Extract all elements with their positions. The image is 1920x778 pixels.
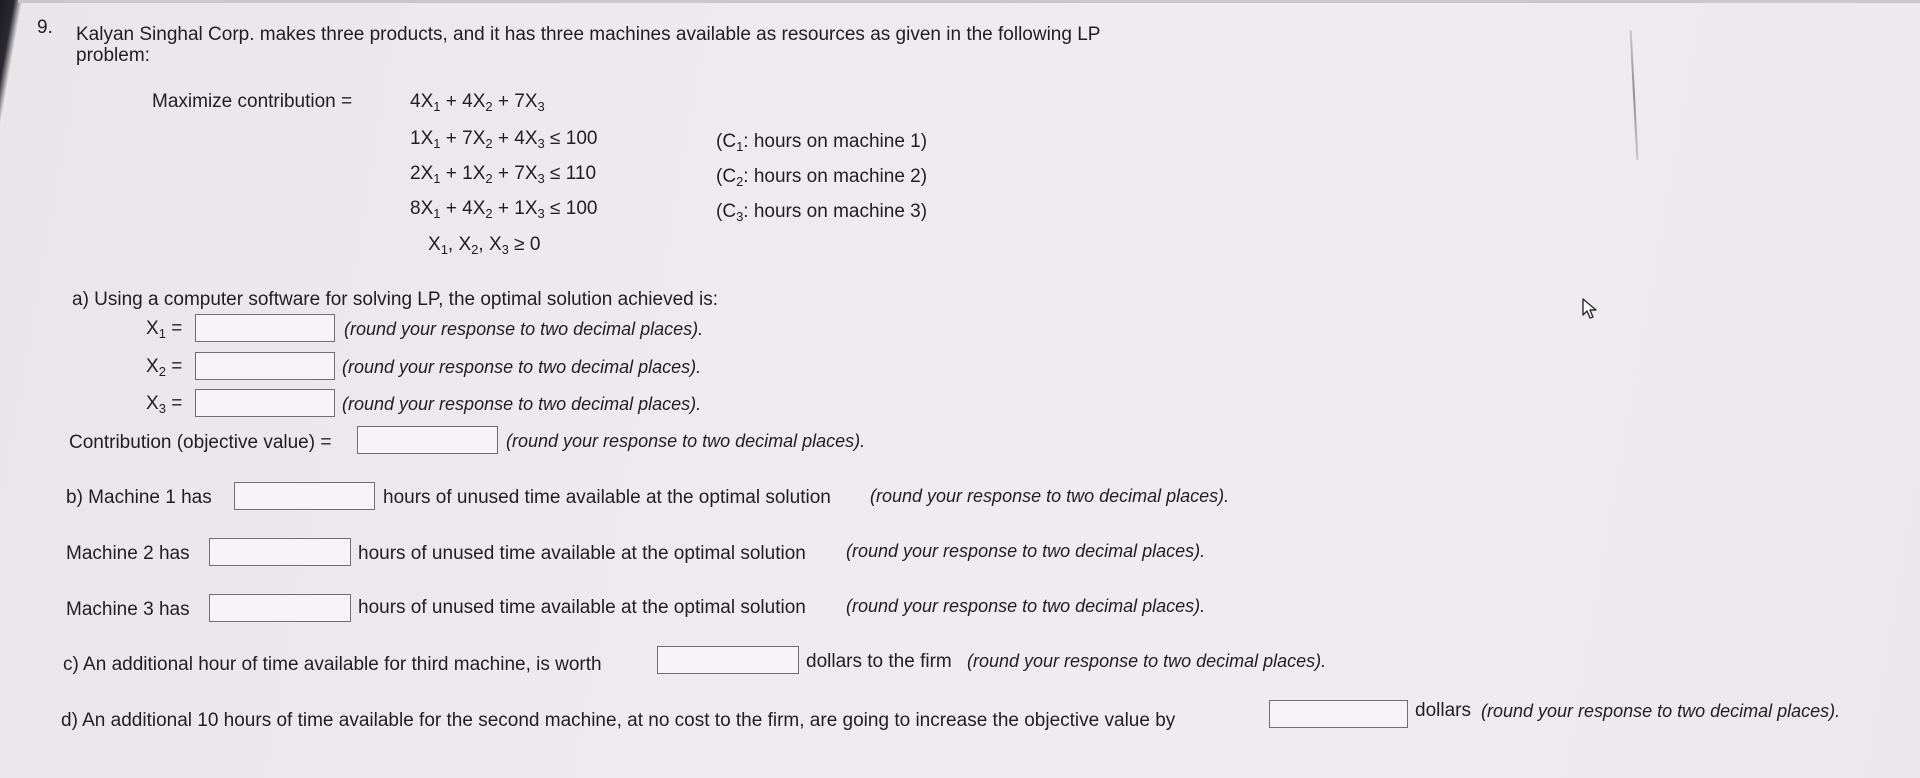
expr-subscript: 3 bbox=[537, 171, 545, 186]
expr-coefficient: X bbox=[428, 234, 441, 255]
expr-operator: + bbox=[492, 198, 515, 219]
expr-subscript: 1 bbox=[440, 242, 448, 257]
x1-label bbox=[146, 318, 182, 340]
part-a-intro: a) Using a computer software for solving LP, the optimal solution achieved is: bbox=[72, 289, 718, 310]
expr-operator: : hours on machine 2) bbox=[743, 166, 928, 187]
machine1-unused-input[interactable] bbox=[234, 482, 375, 510]
constraint-2 bbox=[410, 163, 596, 185]
machine1-round-note: (round your response to two decimal places). bbox=[870, 486, 1230, 506]
objective-expression bbox=[410, 91, 545, 113]
question-text-line2: problem: bbox=[76, 45, 150, 66]
constraint-3 bbox=[410, 198, 597, 220]
expr-coefficient: 1X bbox=[514, 198, 538, 219]
x3-input[interactable] bbox=[195, 389, 335, 417]
expr-operator: ≤ 100 bbox=[544, 198, 598, 219]
expr-subscript: 2 bbox=[485, 136, 493, 151]
expr-operator: = bbox=[165, 318, 183, 339]
expr-coefficient: 7X bbox=[514, 91, 538, 112]
expr-subscript: 3 bbox=[537, 206, 545, 221]
expr-operator: ≥ 0 bbox=[508, 234, 541, 255]
expr-coefficient: 1X bbox=[410, 128, 434, 149]
expr-operator: : hours on machine 3) bbox=[743, 201, 928, 222]
contribution-input[interactable] bbox=[357, 426, 498, 454]
expr-coefficient: 4X bbox=[462, 91, 486, 112]
contribution-label: Contribution (objective value) = bbox=[69, 432, 332, 453]
part-c-label: c) An additional hour of time available for third machine, is worth bbox=[63, 654, 602, 675]
expr-subscript: 3 bbox=[736, 209, 744, 224]
expr-operator: ≤ 110 bbox=[544, 163, 597, 184]
expr-subscript: 3 bbox=[537, 99, 545, 114]
machine3-unused-text: hours of unused time available at the optimal solution bbox=[358, 597, 806, 618]
part-d-input[interactable] bbox=[1269, 700, 1408, 728]
x1-round-note: (round your response to two decimal places). bbox=[344, 319, 704, 339]
expr-subscript: 2 bbox=[485, 171, 493, 186]
expr-operator: + bbox=[440, 198, 463, 219]
machine1-unused-text: hours of unused time available at the optimal solution bbox=[383, 487, 831, 508]
expr-subscript: 1 bbox=[158, 326, 166, 341]
expr-coefficient: (C bbox=[716, 201, 737, 222]
x1-input[interactable] bbox=[195, 314, 335, 342]
expr-coefficient: X bbox=[458, 234, 472, 255]
part-d-round-note: (round your response to two decimal places). bbox=[1481, 701, 1841, 721]
expr-operator: = bbox=[165, 356, 183, 377]
expr-operator: ≤ 100 bbox=[544, 128, 598, 149]
expr-operator: + bbox=[440, 163, 463, 184]
question-number: 9. bbox=[37, 17, 53, 38]
expr-coefficient: X bbox=[146, 393, 159, 414]
question-text-line1: Kalyan Singhal Corp. makes three products, and it has three machines available as resources as given in the following LP bbox=[76, 24, 1101, 45]
expr-operator: , bbox=[478, 234, 489, 255]
expr-coefficient: 7X bbox=[462, 128, 486, 149]
x3-label bbox=[146, 393, 182, 415]
mouse-pointer-icon bbox=[1582, 298, 1598, 320]
expr-subscript: 1 bbox=[433, 206, 441, 221]
x2-input[interactable] bbox=[195, 352, 335, 380]
expr-operator: + bbox=[492, 163, 515, 184]
expr-operator: , bbox=[447, 234, 459, 255]
expr-subscript: 3 bbox=[537, 136, 545, 151]
expr-operator: + bbox=[440, 91, 463, 112]
machine3-label: Machine 3 has bbox=[66, 599, 190, 620]
expr-subscript: 3 bbox=[501, 242, 509, 257]
expr-coefficient: X bbox=[146, 318, 159, 339]
expr-operator: = bbox=[165, 393, 183, 414]
expr-operator: : hours on machine 1) bbox=[743, 131, 928, 152]
expr-coefficient: (C bbox=[716, 166, 737, 187]
expr-subscript: 3 bbox=[158, 401, 166, 416]
expr-coefficient: 2X bbox=[410, 163, 434, 184]
constraint-3-note bbox=[716, 201, 927, 223]
expr-subscript: 2 bbox=[485, 206, 493, 221]
nonnegativity-constraint bbox=[428, 234, 540, 256]
expr-coefficient: X bbox=[488, 234, 502, 255]
constraint-1-note bbox=[716, 131, 927, 153]
part-c-input[interactable] bbox=[657, 646, 799, 674]
expr-subscript: 1 bbox=[433, 136, 441, 151]
machine2-unused-input[interactable] bbox=[209, 538, 351, 566]
expr-subscript: 1 bbox=[433, 171, 441, 186]
expr-coefficient: 4X bbox=[514, 128, 538, 149]
expr-subscript: 2 bbox=[471, 242, 479, 257]
part-d-label: d) An additional 10 hours of time available for the second machine, at no cost to the firm, are going to increase the objective value by bbox=[61, 710, 1176, 731]
constraint-2-note bbox=[716, 166, 927, 188]
x3-round-note: (round your response to two decimal places). bbox=[342, 394, 702, 414]
expr-subscript: 1 bbox=[736, 139, 744, 154]
page-top-border bbox=[18, 0, 1920, 3]
machine2-label: Machine 2 has bbox=[66, 543, 190, 564]
expr-subscript: 2 bbox=[736, 174, 744, 189]
expr-coefficient: 4X bbox=[462, 198, 486, 219]
machine3-round-note: (round your response to two decimal places). bbox=[846, 596, 1206, 616]
expr-subscript: 2 bbox=[158, 364, 166, 379]
expr-subscript: 2 bbox=[485, 99, 493, 114]
machine2-unused-text: hours of unused time available at the optimal solution bbox=[358, 543, 806, 564]
expr-coefficient: (C bbox=[716, 131, 737, 152]
expr-coefficient: 4X bbox=[410, 91, 434, 112]
constraint-1 bbox=[410, 128, 597, 150]
expr-operator: + bbox=[440, 128, 463, 149]
expr-subscript: 1 bbox=[433, 99, 441, 114]
expr-coefficient: 1X bbox=[462, 163, 486, 184]
contribution-round-note: (round your response to two decimal places). bbox=[506, 431, 866, 451]
objective-label: Maximize contribution = bbox=[152, 91, 353, 112]
part-d-suffix: dollars bbox=[1415, 700, 1471, 721]
expr-coefficient: 7X bbox=[514, 163, 538, 184]
machine1-label: b) Machine 1 has bbox=[66, 487, 212, 508]
part-c-round-note: (round your response to two decimal places). bbox=[967, 651, 1327, 671]
expr-operator: + bbox=[492, 91, 515, 112]
x2-label bbox=[146, 356, 182, 378]
expr-operator: + bbox=[492, 128, 515, 149]
machine2-round-note: (round your response to two decimal places). bbox=[846, 541, 1206, 561]
page-edge-line bbox=[1630, 30, 1639, 160]
expr-coefficient: X bbox=[146, 356, 159, 377]
x2-round-note: (round your response to two decimal places). bbox=[342, 357, 702, 377]
expr-coefficient: 8X bbox=[410, 198, 434, 219]
part-c-suffix: dollars to the firm bbox=[806, 651, 952, 672]
machine3-unused-input[interactable] bbox=[209, 594, 351, 622]
